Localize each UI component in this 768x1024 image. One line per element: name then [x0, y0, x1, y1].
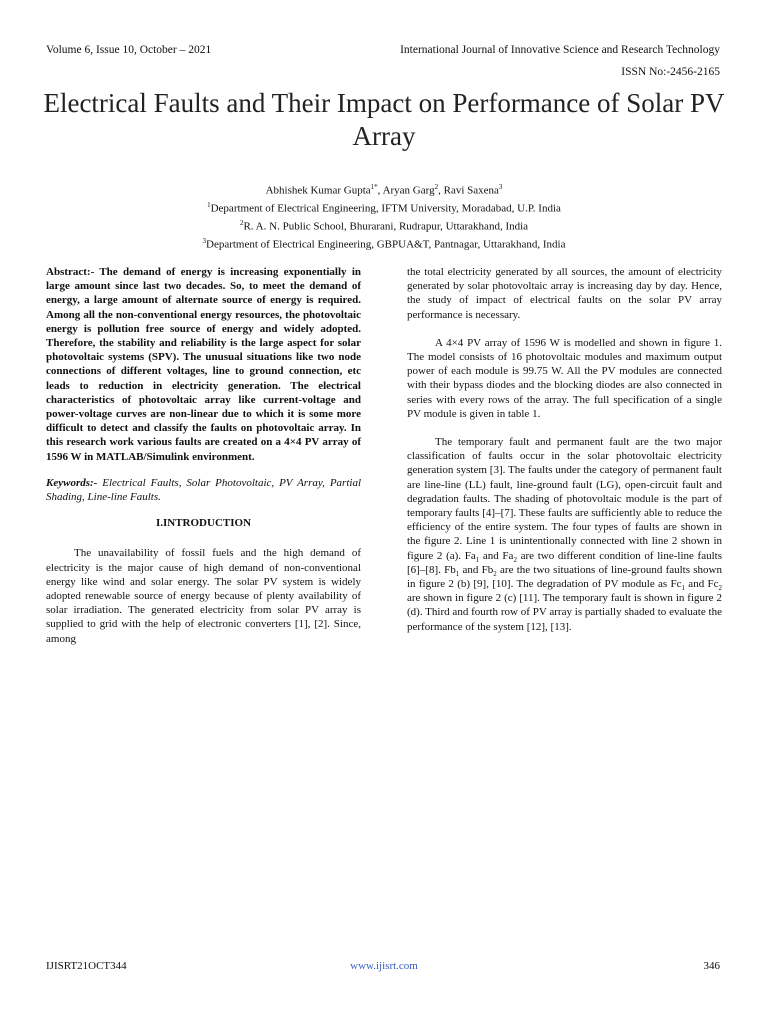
section-heading-introduction: I.INTRODUCTION — [155, 517, 252, 530]
author-block — [60, 180, 708, 253]
page-number: 346 — [703, 960, 720, 972]
journal-name: International Journal of Innovative Science and Research Technology — [400, 44, 720, 56]
journal-website-link[interactable]: www.ijisrt.com — [350, 960, 418, 972]
affiliation-1: $^1$Department of Electrical Engineering, IFTM University, Moradabad, U.P. India — [207, 201, 561, 215]
left-column — [46, 265, 361, 646]
abstract: Abstract:- The demand of energy is increasing exponentially in large amount since last two decades. So, to meet the demand of energy, a large amount of alternate source of energy is required. Among all the non-conventional energy resources, the photovoltaic energy is pollution free source of energy and widely adopted. Therefore, the stability and reliability is the large aspect for solar photovoltaic systems (SPV). The unusual situations like two node connections of different voltages, line to ground connection, etc leads to reduction in electricity generation. The electrical characteristics of photovoltaic array like current-voltage and power-voltage curves are non-linear due to which it is some more difficult to detect and classify the faults on photovoltaic array. In this research work various faults are created on a 4×4 PV array of 1596 W in MATLAB/Simulink environment. — [46, 266, 361, 463]
journal-volume: Volume 6, Issue 10, October – 2021 — [46, 44, 212, 56]
paragraph-pv-array: A 4×4 PV array of 1596 W is modelled and shown in figure 1. The model consists of 16 photovoltaic modules and maximum output power of each module is 99.75 W. All the PV modules are connected with their bypass diodes and the blocking diodes are also connected in series with every rows of the array. The full specification of a single PV module is given in table 1. — [407, 336, 722, 420]
author-names: Abhishek Kumar Gupta$^{1*}$, Aryan Garg$^2$, Ravi Saxena$^3$ — [265, 183, 503, 197]
paragraph-faults: The temporary fault and permanent fault are the two major classification of faults occur in the solar photovoltaic electricity generation system [3]. The faults under the category of permanent fault are line-line (LL) fault, line-ground fault (LG), open-circuit fault and degradation faults. The shading of photovoltaic module is the part of temporary faults [4]–[7]. These faults are sufficiently able to reduce the efficiency of the entire system. The four types of faults are shown in the figure 2. Line 1 is unintentionally connected with line 2 shown in figure 2 (a). $Fa_1$ and $Fa_2$ are two different condition of line-line faults [6]–[8]. $Fb_1$ and $Fb_2$ are the two situations of line-ground faults shown in figure 2 (b) [9], [10]. The degradation of PV module as $Fc_1$ and $Fc_2$ are shown in figure 2 (c) [11]. The temporary fault is shown in figure 2 (d). Third and fourth row of PV array is partially shaded to evaluate the performance of the system [12], [13]. — [407, 436, 723, 633]
issn: ISSN No:-2456-2165 — [621, 66, 720, 78]
keywords: Keywords:- Electrical Faults, Solar Photovoltaic, PV Array, Partial Shading, Line-line Faults. — [46, 476, 361, 504]
affiliation-2: $^2$R. A. N. Public School, Bhurarani, Rudrapur, Uttarakhand, India — [239, 219, 529, 233]
intro-paragraph: The unavailability of fossil fuels and the high demand of electricity is the major cause of high demand of non-conventional energy like wind and solar energy. The solar PV system is widely adopted renewable source of energy because of plenty availability of solar irradiation. The generated electricity from solar PV array is supplied to grid with the help of electronic converters [1], [2]. Since, among — [46, 547, 361, 645]
right-column — [407, 265, 722, 634]
affiliation-3: $^3$Department of Electrical Engineering, GBPUA&T, Pantnagar, Uttarakhand, India — [202, 237, 566, 252]
paragraph-continued: the total electricity generated by all sources, the amount of electricity generated by solar photovoltaic array is increasing day by day. Hence, the study of impact of electrical faults on the solar PV array performance is necessary. — [407, 266, 722, 321]
paper-title: Electrical Faults and Their Impact on Performance of Solar PV Array — [43, 88, 725, 151]
paper-id: IJISRT21OCT344 — [46, 960, 127, 972]
